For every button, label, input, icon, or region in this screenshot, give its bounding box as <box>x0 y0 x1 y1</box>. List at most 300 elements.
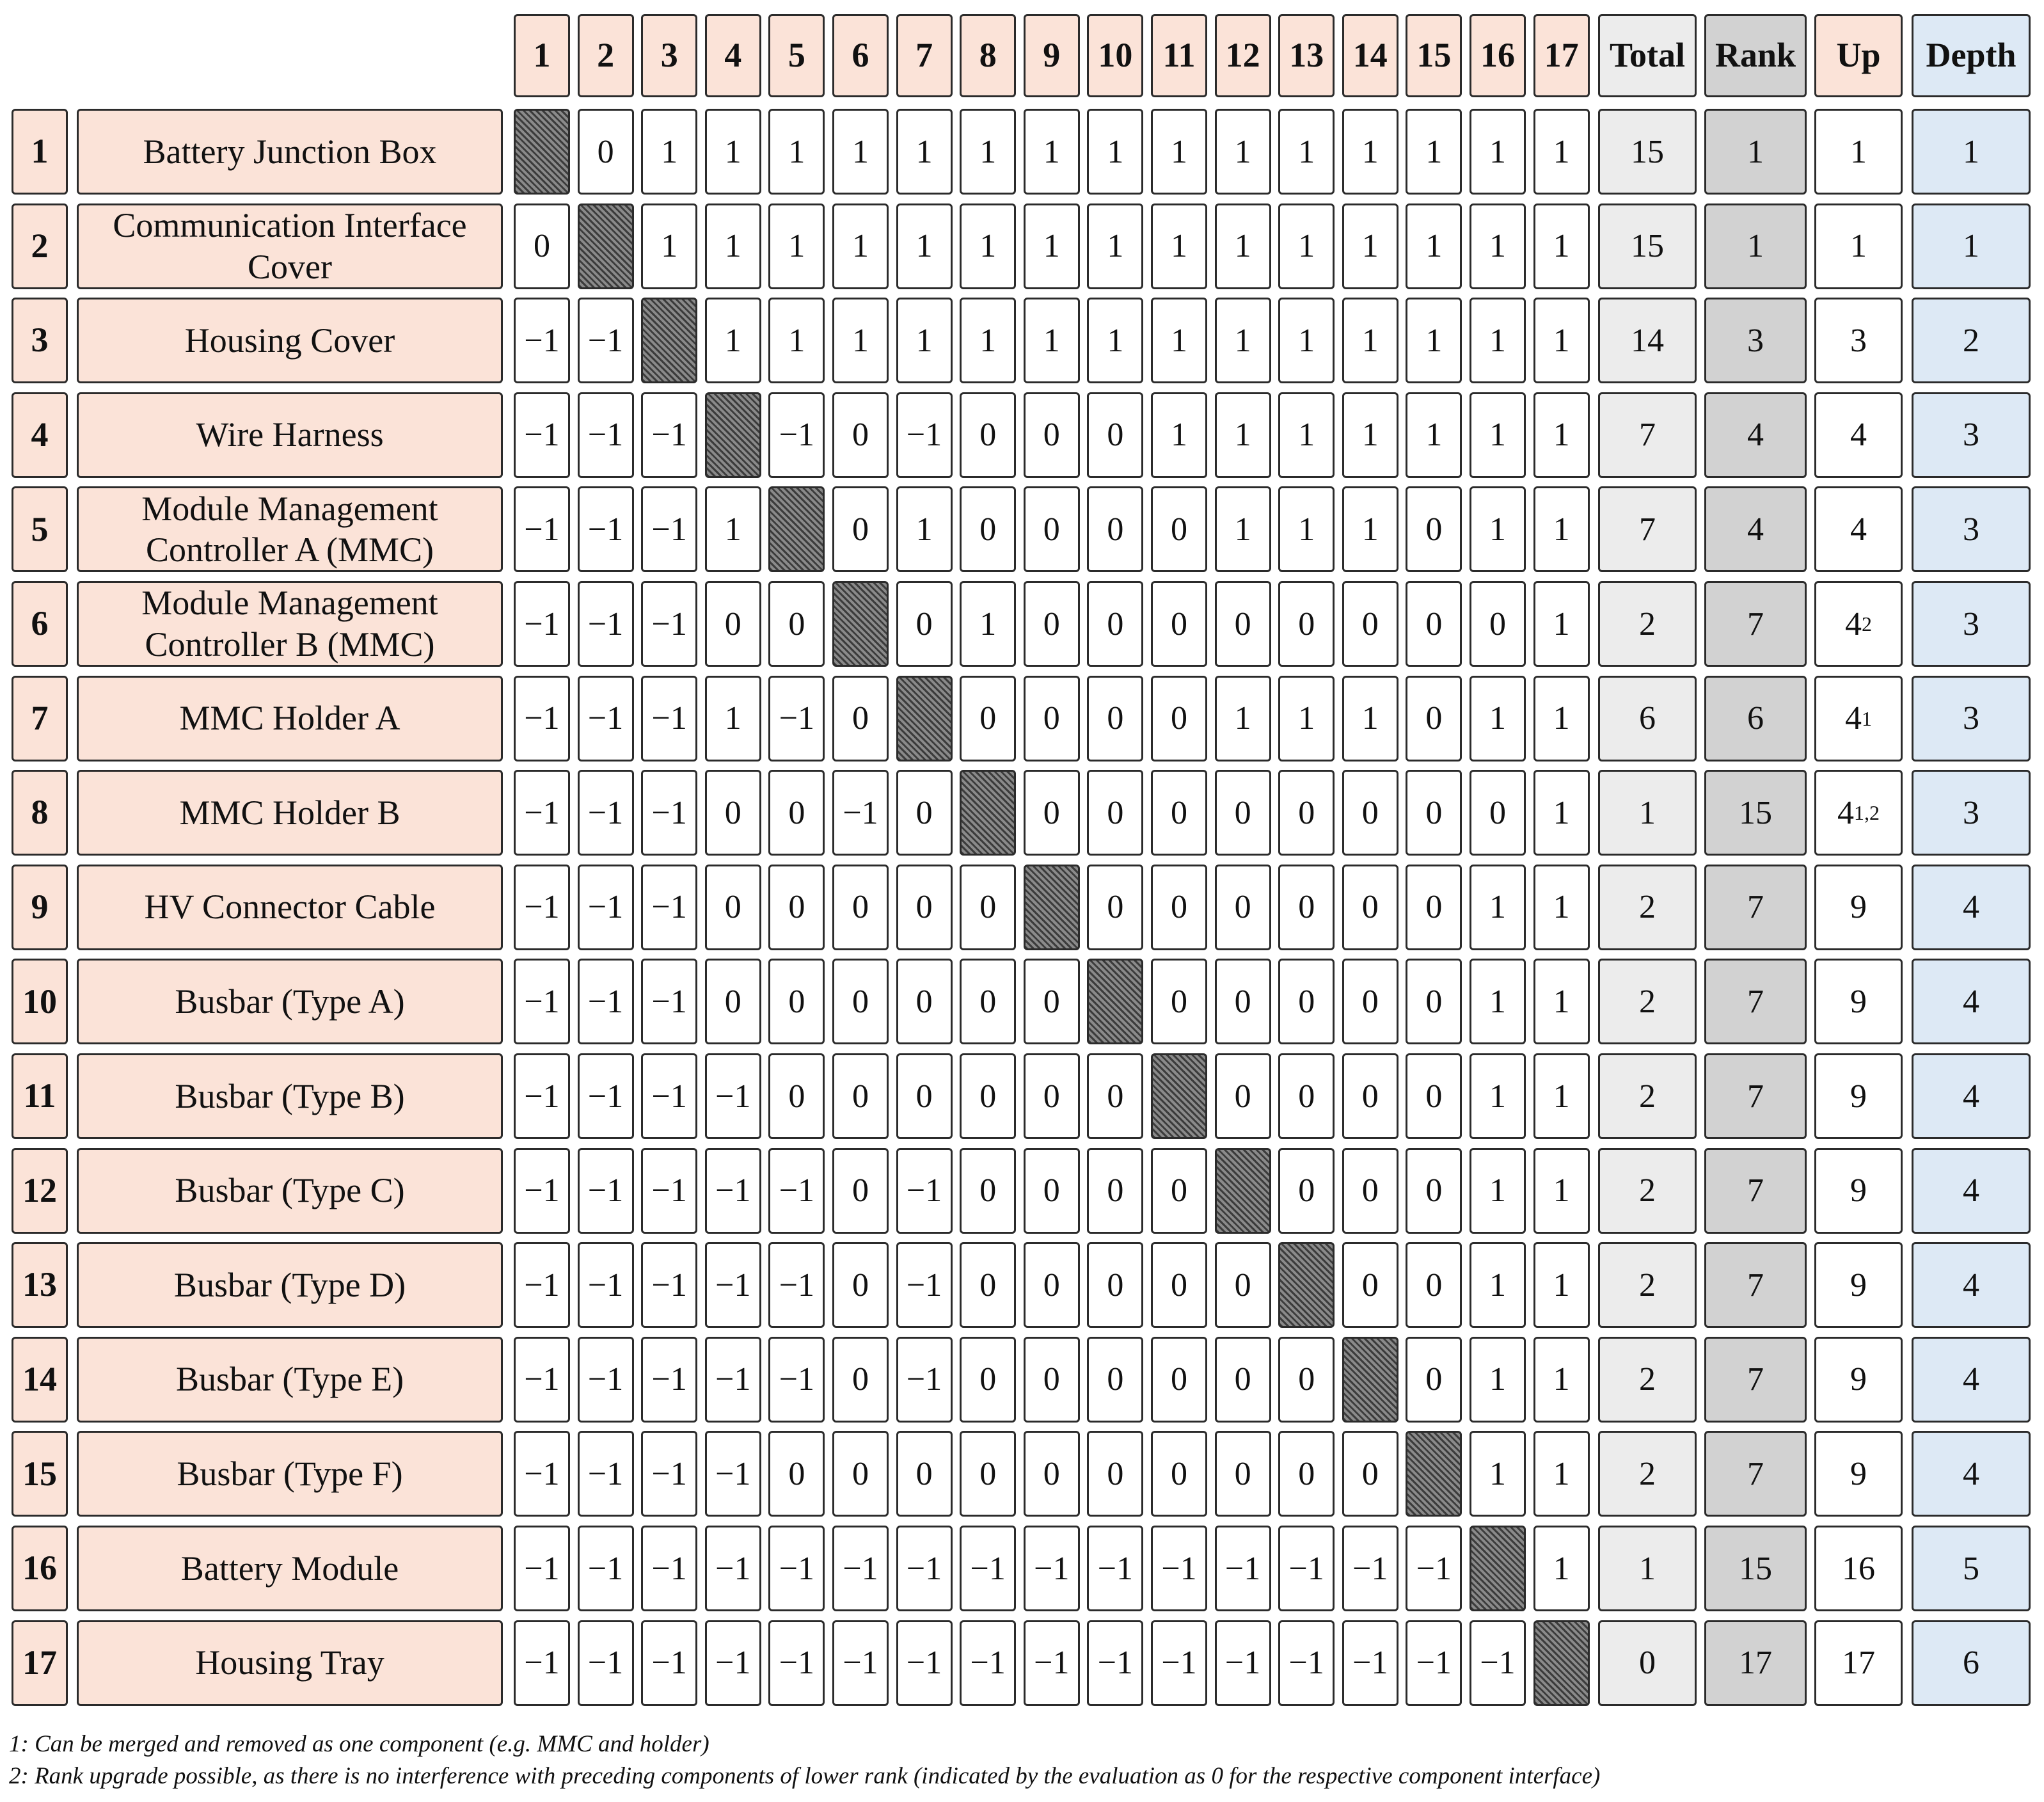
up-value <box>1814 298 1903 383</box>
matrix-value: 1 <box>1533 1242 1590 1328</box>
matrix-value: −1 <box>578 581 634 667</box>
matrix-value: 1 <box>960 203 1016 289</box>
matrix-value: 0 <box>960 676 1016 761</box>
matrix-value: −1 <box>768 1526 825 1611</box>
matrix-value: 1 <box>1533 581 1590 667</box>
component-name: Communication Interface Cover <box>77 203 503 289</box>
matrix-value: −1 <box>641 1337 697 1423</box>
matrix-value: −1 <box>768 392 825 478</box>
diagonal-cell <box>1215 1148 1271 1234</box>
matrix-value: 1 <box>1215 676 1271 761</box>
matrix-value: 0 <box>1151 486 1207 572</box>
matrix-value: −1 <box>1024 1620 1080 1706</box>
matrix-value: 1 <box>1406 392 1462 478</box>
component-name: Busbar (Type E) <box>77 1337 503 1423</box>
rank-value: 7 <box>1704 581 1807 667</box>
component-name: Busbar (Type B) <box>77 1053 503 1139</box>
rank-value: 1 <box>1704 203 1807 289</box>
matrix-value: 1 <box>1278 486 1335 572</box>
matrix-value: 0 <box>832 392 889 478</box>
up-number: 9 <box>1850 1172 1867 1209</box>
matrix-value: 0 <box>1278 865 1335 950</box>
depth-value: 3 <box>1912 486 2031 572</box>
matrix-value: −1 <box>1024 1526 1080 1611</box>
footnote-2: 2: Rank upgrade possible, as there is no interference with preceding components of lower rank (indicated by the evaluation as 0 for the respective component interface) <box>9 1763 1601 1789</box>
up-value <box>1814 1053 1903 1139</box>
matrix-value: −1 <box>578 486 634 572</box>
matrix-value: 1 <box>641 109 697 195</box>
matrix-value: 0 <box>960 392 1016 478</box>
row-index: 15 <box>12 1431 68 1517</box>
column-header: 6 <box>832 14 889 97</box>
matrix-value: 0 <box>768 770 825 856</box>
matrix-value: 1 <box>1470 1148 1526 1234</box>
matrix-value: 0 <box>1406 1242 1462 1328</box>
matrix-value: 0 <box>1278 581 1335 667</box>
matrix-value: 0 <box>1342 770 1398 856</box>
matrix-value: −1 <box>514 1620 570 1706</box>
matrix-value: −1 <box>514 959 570 1044</box>
matrix-value: −1 <box>1215 1620 1271 1706</box>
total-value: 2 <box>1598 1148 1697 1234</box>
matrix-value: 1 <box>1151 109 1207 195</box>
matrix-value: 1 <box>1151 392 1207 478</box>
matrix-value: 1 <box>1470 1242 1526 1328</box>
up-number: 4 <box>1850 511 1867 548</box>
matrix-value: 0 <box>832 865 889 950</box>
matrix-value: 0 <box>1406 1337 1462 1423</box>
matrix-value: −1 <box>705 1526 761 1611</box>
matrix-value: 0 <box>1342 1148 1398 1234</box>
matrix-value: 0 <box>1278 1337 1335 1423</box>
matrix-value: 0 <box>1024 770 1080 856</box>
depth-value: 1 <box>1912 109 2031 195</box>
matrix-value: 1 <box>1470 1431 1526 1517</box>
component-name: Housing Tray <box>77 1620 503 1706</box>
column-header: 4 <box>705 14 761 97</box>
depth-value: 1 <box>1912 203 2031 289</box>
matrix-value: 0 <box>1087 1148 1143 1234</box>
up-value <box>1814 959 1903 1044</box>
matrix-value: −1 <box>514 581 570 667</box>
matrix-value: 0 <box>1215 865 1271 950</box>
total-value: 2 <box>1598 1431 1697 1517</box>
matrix-value: 0 <box>1151 770 1207 856</box>
column-header: 10 <box>1087 14 1143 97</box>
depth-value: 3 <box>1912 770 2031 856</box>
rank-value: 3 <box>1704 298 1807 383</box>
matrix-value: 0 <box>1024 1431 1080 1517</box>
matrix-value: 0 <box>1024 1148 1080 1234</box>
up-value <box>1814 1620 1903 1706</box>
matrix-value: 0 <box>1087 1337 1143 1423</box>
matrix-value: −1 <box>1406 1620 1462 1706</box>
column-header: 1 <box>514 14 570 97</box>
matrix-value: 0 <box>1215 581 1271 667</box>
column-header: 11 <box>1151 14 1207 97</box>
depth-header: Depth <box>1912 14 2031 97</box>
matrix-value: 1 <box>1342 203 1398 289</box>
rank-value: 7 <box>1704 1337 1807 1423</box>
component-name: Busbar (Type A) <box>77 959 503 1044</box>
rank-value: 1 <box>1704 109 1807 195</box>
diagonal-cell <box>1533 1620 1590 1706</box>
diagonal-cell <box>705 392 761 478</box>
matrix-value: 1 <box>1342 298 1398 383</box>
rank-value: 7 <box>1704 959 1807 1044</box>
matrix-value: 1 <box>1151 203 1207 289</box>
matrix-value: 0 <box>1215 770 1271 856</box>
matrix-value: 1 <box>1470 109 1526 195</box>
column-header: 15 <box>1406 14 1462 97</box>
matrix-value: −1 <box>641 770 697 856</box>
matrix-value: 0 <box>960 959 1016 1044</box>
matrix-value: −1 <box>578 959 634 1044</box>
diagonal-cell <box>768 486 825 572</box>
rank-value: 4 <box>1704 486 1807 572</box>
up-value: 4 2 <box>1814 581 1903 667</box>
total-value: 2 <box>1598 1242 1697 1328</box>
matrix-value: −1 <box>1278 1526 1335 1611</box>
up-value <box>1814 486 1903 572</box>
up-value <box>1814 865 1903 950</box>
up-number: 4 <box>1845 700 1862 737</box>
matrix-value: −1 <box>641 1148 697 1234</box>
matrix-value: 0 <box>896 770 953 856</box>
matrix-value: 0 <box>896 581 953 667</box>
matrix-value: −1 <box>641 1431 697 1517</box>
matrix-value: 0 <box>1151 865 1207 950</box>
up-number: 9 <box>1850 889 1867 926</box>
matrix-value: 1 <box>1151 298 1207 383</box>
matrix-value: 0 <box>1087 1242 1143 1328</box>
matrix-value: 1 <box>1470 486 1526 572</box>
matrix-value: 0 <box>1151 581 1207 667</box>
matrix-value: 0 <box>832 959 889 1044</box>
total-value: 2 <box>1598 865 1697 950</box>
component-name: Busbar (Type F) <box>77 1431 503 1517</box>
diagonal-cell <box>578 203 634 289</box>
matrix-value: 0 <box>1342 865 1398 950</box>
matrix-value: −1 <box>578 770 634 856</box>
matrix-value: 1 <box>1533 959 1590 1044</box>
matrix-value: 0 <box>1087 1431 1143 1517</box>
matrix-value: 0 <box>1406 486 1462 572</box>
depth-value: 4 <box>1912 865 2031 950</box>
up-value: 4 1 <box>1814 676 1903 761</box>
component-name: Module Management Controller A (MMC) <box>77 486 503 572</box>
total-header: Total <box>1598 14 1697 97</box>
matrix-value: −1 <box>1087 1620 1143 1706</box>
matrix-value: 1 <box>1215 486 1271 572</box>
matrix-value: −1 <box>1342 1620 1398 1706</box>
matrix-value: −1 <box>768 1620 825 1706</box>
matrix-value: −1 <box>578 676 634 761</box>
matrix-value: 0 <box>1215 1053 1271 1139</box>
matrix-value: −1 <box>578 1431 634 1517</box>
matrix-value: −1 <box>896 1526 953 1611</box>
matrix-value: −1 <box>1470 1620 1526 1706</box>
depth-value: 4 <box>1912 1053 2031 1139</box>
matrix-value: 1 <box>832 298 889 383</box>
component-name: Module Management Controller B (MMC) <box>77 581 503 667</box>
component-name: MMC Holder B <box>77 770 503 856</box>
matrix-value: 0 <box>1406 959 1462 1044</box>
matrix-value: 1 <box>705 486 761 572</box>
column-header: 5 <box>768 14 825 97</box>
matrix-value: 1 <box>1278 392 1335 478</box>
up-number: 9 <box>1850 983 1867 1020</box>
matrix-value: 1 <box>960 298 1016 383</box>
up-value: 4 1,2 <box>1814 770 1903 856</box>
column-header: 8 <box>960 14 1016 97</box>
total-value: 7 <box>1598 486 1697 572</box>
rank-value: 7 <box>1704 1053 1807 1139</box>
matrix-value: 0 <box>1342 959 1398 1044</box>
matrix-value: 1 <box>1406 109 1462 195</box>
matrix-value: −1 <box>578 1242 634 1328</box>
matrix-value: −1 <box>578 1337 634 1423</box>
depth-value: 3 <box>1912 392 2031 478</box>
matrix-value: 1 <box>1470 392 1526 478</box>
matrix-value: −1 <box>705 1337 761 1423</box>
matrix-value: 1 <box>768 298 825 383</box>
matrix-value: 1 <box>705 203 761 289</box>
matrix-value: 0 <box>578 109 634 195</box>
matrix-value: 1 <box>641 203 697 289</box>
up-number: 4 <box>1845 605 1862 642</box>
matrix-value: −1 <box>641 581 697 667</box>
matrix-value: 1 <box>1024 203 1080 289</box>
matrix-value: 0 <box>960 486 1016 572</box>
matrix-value: 0 <box>960 1337 1016 1423</box>
matrix-value: 0 <box>1087 770 1143 856</box>
matrix-value: −1 <box>960 1526 1016 1611</box>
component-name: Housing Cover <box>77 298 503 383</box>
matrix-value: −1 <box>514 1431 570 1517</box>
up-number: 9 <box>1850 1361 1867 1398</box>
row-index: 7 <box>12 676 68 761</box>
rank-value: 4 <box>1704 392 1807 478</box>
matrix-value: 0 <box>1087 392 1143 478</box>
matrix-value: 0 <box>768 865 825 950</box>
matrix-value: 0 <box>1278 959 1335 1044</box>
up-number: 9 <box>1850 1266 1867 1304</box>
matrix-value: 0 <box>960 1053 1016 1139</box>
row-index: 2 <box>12 203 68 289</box>
matrix-value: 0 <box>832 1431 889 1517</box>
total-value: 1 <box>1598 1526 1697 1611</box>
matrix-value: 0 <box>768 1053 825 1139</box>
row-index: 6 <box>12 581 68 667</box>
matrix-value: 1 <box>1342 392 1398 478</box>
up-number: 4 <box>1837 794 1854 831</box>
matrix-value: 1 <box>832 109 889 195</box>
matrix-value: 0 <box>1406 865 1462 950</box>
matrix-value: 1 <box>1278 676 1335 761</box>
matrix-value: 1 <box>1470 1053 1526 1139</box>
up-value <box>1814 392 1903 478</box>
up-value <box>1814 1148 1903 1234</box>
matrix-value: 0 <box>960 1148 1016 1234</box>
matrix-value: −1 <box>514 676 570 761</box>
row-index: 12 <box>12 1148 68 1234</box>
matrix-value: −1 <box>705 1620 761 1706</box>
up-number: 9 <box>1850 1078 1867 1115</box>
component-name: MMC Holder A <box>77 676 503 761</box>
matrix-value: 0 <box>832 486 889 572</box>
matrix-value: 1 <box>1533 1148 1590 1234</box>
matrix-value: 1 <box>1087 203 1143 289</box>
total-value: 2 <box>1598 581 1697 667</box>
total-value: 2 <box>1598 1053 1697 1139</box>
row-index: 5 <box>12 486 68 572</box>
matrix-value: 0 <box>1342 1431 1398 1517</box>
matrix-value: 0 <box>768 1431 825 1517</box>
matrix-value: 1 <box>705 298 761 383</box>
matrix-value: −1 <box>768 1148 825 1234</box>
matrix-value: 0 <box>514 203 570 289</box>
total-value: 14 <box>1598 298 1697 383</box>
matrix-value: 1 <box>1533 298 1590 383</box>
matrix-value: 0 <box>1087 581 1143 667</box>
matrix-value: 1 <box>1470 676 1526 761</box>
row-index: 16 <box>12 1526 68 1611</box>
total-value: 2 <box>1598 959 1697 1044</box>
up-number: 1 <box>1850 228 1867 265</box>
matrix-value: 0 <box>896 1431 953 1517</box>
matrix-value: 0 <box>1215 1337 1271 1423</box>
diagonal-cell <box>896 676 953 761</box>
matrix-value: 0 <box>960 1242 1016 1328</box>
matrix-value: 0 <box>832 1148 889 1234</box>
rank-value: 6 <box>1704 676 1807 761</box>
matrix-value: −1 <box>514 770 570 856</box>
rank-value: 17 <box>1704 1620 1807 1706</box>
matrix-value: −1 <box>514 1526 570 1611</box>
footnote-1: 1: Can be merged and removed as one component (e.g. MMC and holder) <box>9 1731 709 1757</box>
diagonal-cell <box>1087 959 1143 1044</box>
column-header: 2 <box>578 14 634 97</box>
depth-value: 4 <box>1912 1242 2031 1328</box>
matrix-value: 1 <box>1215 298 1271 383</box>
matrix-value: −1 <box>578 1148 634 1234</box>
depth-value: 5 <box>1912 1526 2031 1611</box>
column-header: 16 <box>1470 14 1526 97</box>
matrix-value: 0 <box>896 865 953 950</box>
matrix-value: 0 <box>1024 1337 1080 1423</box>
matrix-value: −1 <box>896 1337 953 1423</box>
matrix-value: −1 <box>705 1148 761 1234</box>
diagonal-cell <box>1024 865 1080 950</box>
depth-value: 2 <box>1912 298 2031 383</box>
matrix-value: 1 <box>1470 865 1526 950</box>
total-value: 15 <box>1598 109 1697 195</box>
matrix-value: 0 <box>832 1242 889 1328</box>
component-name: Wire Harness <box>77 392 503 478</box>
matrix-value: −1 <box>641 959 697 1044</box>
matrix-value: −1 <box>896 392 953 478</box>
matrix-value: 0 <box>705 865 761 950</box>
matrix-value: −1 <box>1215 1526 1271 1611</box>
up-value <box>1814 203 1903 289</box>
diagonal-cell <box>1278 1242 1335 1328</box>
matrix-value: −1 <box>705 1053 761 1139</box>
matrix-value: 1 <box>1342 109 1398 195</box>
column-header: 17 <box>1533 14 1590 97</box>
total-value: 1 <box>1598 770 1697 856</box>
row-index: 17 <box>12 1620 68 1706</box>
matrix-value: −1 <box>896 1620 953 1706</box>
matrix-value: −1 <box>578 1620 634 1706</box>
matrix-value: 0 <box>1151 676 1207 761</box>
diagonal-cell <box>514 109 570 195</box>
matrix-value: 1 <box>705 676 761 761</box>
matrix-value: 0 <box>768 581 825 667</box>
matrix-value: 0 <box>1215 1242 1271 1328</box>
depth-value: 4 <box>1912 1431 2031 1517</box>
matrix-value: −1 <box>641 676 697 761</box>
rank-value: 7 <box>1704 865 1807 950</box>
matrix-value: −1 <box>514 392 570 478</box>
matrix-value: 0 <box>1151 1431 1207 1517</box>
depth-value: 4 <box>1912 1337 2031 1423</box>
matrix-value: 0 <box>960 865 1016 950</box>
matrix-value: −1 <box>641 486 697 572</box>
matrix-value: −1 <box>960 1620 1016 1706</box>
matrix-value: −1 <box>514 1148 570 1234</box>
matrix-value: 0 <box>1215 959 1271 1044</box>
depth-value: 4 <box>1912 1148 2031 1234</box>
column-header: 9 <box>1024 14 1080 97</box>
matrix-value: 1 <box>1533 109 1590 195</box>
matrix-value: −1 <box>578 1053 634 1139</box>
matrix-value: 0 <box>1342 1242 1398 1328</box>
diagonal-cell <box>1470 1526 1526 1611</box>
row-index: 14 <box>12 1337 68 1423</box>
matrix-value: −1 <box>832 770 889 856</box>
matrix-value: 1 <box>896 486 953 572</box>
matrix-value: 0 <box>1024 392 1080 478</box>
column-header: 14 <box>1342 14 1398 97</box>
column-header: 13 <box>1278 14 1335 97</box>
depth-value: 4 <box>1912 959 2031 1044</box>
matrix-value: 0 <box>1470 581 1526 667</box>
depth-value: 3 <box>1912 581 2031 667</box>
depth-value: 6 <box>1912 1620 2031 1706</box>
matrix-value: −1 <box>896 1242 953 1328</box>
matrix-value: 1 <box>1087 109 1143 195</box>
matrix-value: 0 <box>1278 1148 1335 1234</box>
matrix-value: −1 <box>768 1242 825 1328</box>
matrix-value: 0 <box>1024 959 1080 1044</box>
matrix-value: 0 <box>1342 1053 1398 1139</box>
matrix-value: 0 <box>1151 1148 1207 1234</box>
matrix-value: −1 <box>832 1526 889 1611</box>
matrix-value: −1 <box>514 1242 570 1328</box>
matrix-value: 0 <box>1024 581 1080 667</box>
matrix-value: 0 <box>832 1337 889 1423</box>
matrix-value: 0 <box>1087 865 1143 950</box>
matrix-value: 1 <box>1533 203 1590 289</box>
matrix-value: −1 <box>641 1053 697 1139</box>
row-index: 1 <box>12 109 68 195</box>
column-header: 7 <box>896 14 953 97</box>
matrix-value: 0 <box>1151 959 1207 1044</box>
up-value <box>1814 1526 1903 1611</box>
matrix-value: 1 <box>1215 109 1271 195</box>
matrix-value: 1 <box>768 203 825 289</box>
